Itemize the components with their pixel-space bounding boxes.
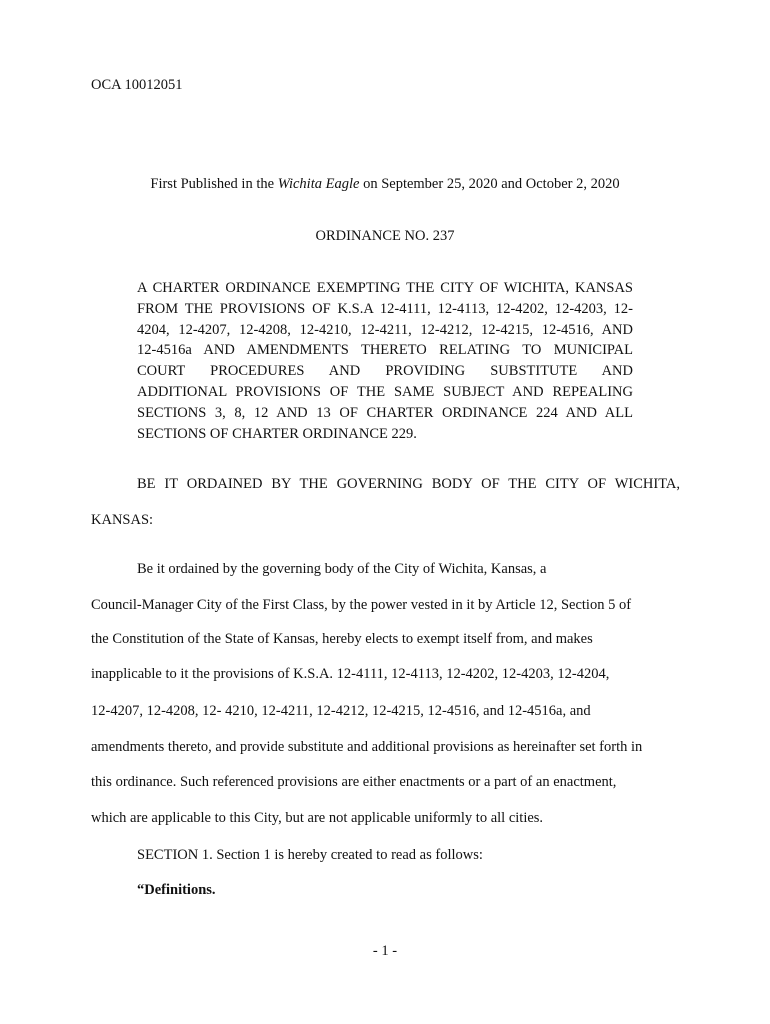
body-line: 12-4207, 12-4208, 12- 4210, 12-4211, 12-4212, 12-4215, 12-4516, and 12-4516a, and	[91, 703, 591, 719]
title-line: COURT PROCEDURES AND PROVIDING SUBSTITUTE AND	[137, 363, 633, 380]
enacting-clause: BE IT ORDAINED BY THE GOVERNING BODY OF THE CITY OF WICHITA,	[137, 476, 680, 492]
title-line: FROM THE PROVISIONS OF K.S.A 12-4111, 12-4113, 12-4202, 12-4203, 12-	[137, 300, 633, 317]
publication-prefix: First Published in the	[150, 176, 278, 192]
title-line: A CHARTER ORDINANCE EXEMPTING THE CITY OF WICHITA, KANSAS	[137, 280, 633, 296]
body-line: this ordinance. Such referenced provisions are either enactments or a part of an enactment,	[91, 774, 617, 790]
title-line: 4204, 12-4207, 12-4208, 12-4210, 12-4211, 12-4212, 12-4215, 12-4516, AND	[137, 321, 633, 338]
body-line: the Constitution of the State of Kansas, hereby elects to exempt itself from, and makes	[91, 631, 593, 647]
section-1-heading: SECTION 1. Section 1 is hereby created to read as follows:	[137, 847, 483, 863]
body-line: inapplicable to it the provisions of K.S.A. 12-4111, 12-4113, 12-4202, 12-4203, 12-4204,	[91, 666, 610, 682]
body-line: Council-Manager City of the First Class, by the power vested in it by Article 12, Section 5 of	[91, 597, 632, 613]
body-line: Be it ordained by the governing body of the City of Wichita, Kansas, a	[137, 561, 547, 577]
newspaper-name: Wichita Eagle	[277, 176, 360, 192]
title-line: SECTIONS 3, 8, 12 AND 13 OF CHARTER ORDINANCE 224 AND ALL	[137, 404, 633, 421]
title-line: SECTIONS OF CHARTER ORDINANCE 229.	[137, 425, 417, 442]
publication-suffix: on September 25, 2020 and October 2, 2020	[359, 176, 620, 192]
page-number: - 1 -	[372, 943, 398, 959]
publication-notice	[0, 176, 770, 193]
enacting-clause-continued: KANSAS:	[91, 512, 154, 528]
document-id: OCA 10012051	[91, 77, 183, 93]
ordinance-title	[137, 278, 633, 444]
body-line: amendments thereto, and provide substitute and additional provisions as hereinafter set forth in	[91, 739, 643, 755]
definitions-heading: “Definitions.	[137, 882, 216, 898]
ordinance-number: ORDINANCE NO. 237	[315, 228, 455, 244]
title-line: ADDITIONAL PROVISIONS OF THE SAME SUBJECT AND REPEALING	[137, 383, 633, 400]
title-line: 12-4516a AND AMENDMENTS THERETO RELATING TO MUNICIPAL	[137, 342, 633, 359]
body-line: which are applicable to this City, but are not applicable uniformly to all cities.	[91, 810, 544, 826]
